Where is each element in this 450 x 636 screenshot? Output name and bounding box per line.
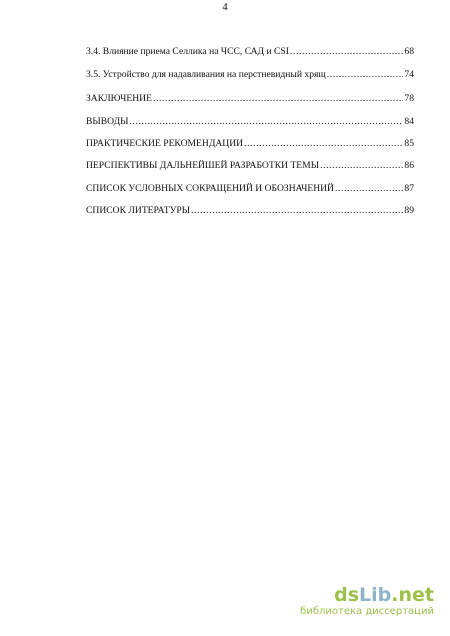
toc-entry-label: ПЕРСПЕКТИВЫ ДАЛЬНЕЙШЕЙ РАЗРАБОТКИ ТЕМЫ <box>86 160 320 171</box>
page-number: 4 <box>222 2 228 13</box>
toc-entry-label: 3.5. Устройство для надавливания на перстневидный хрящ <box>86 69 326 80</box>
toc-leader-dots <box>327 69 404 80</box>
watermark-subtitle: библиотека диссертаций <box>300 606 434 617</box>
toc-leader-dots <box>153 93 403 104</box>
toc-leader-dots <box>191 205 403 216</box>
toc-entry <box>86 160 414 171</box>
toc-leader-dots <box>290 46 403 57</box>
toc-entry-label: ЗАКЛЮЧЕНИЕ <box>86 93 152 104</box>
toc-entry-page: 84 <box>404 116 414 127</box>
toc-entry-page: 68 <box>404 46 414 57</box>
toc-entry-page: 85 <box>404 138 414 149</box>
toc-entry-page: 78 <box>404 93 414 104</box>
toc-entry-page: 74 <box>404 69 414 80</box>
toc-entry <box>86 205 414 216</box>
toc-entry-page: 87 <box>404 183 414 194</box>
toc-entry <box>86 69 414 80</box>
toc-entry-label: ПРАКТИЧЕСКИЕ РЕКОМЕНДАЦИИ <box>86 138 244 149</box>
dslib-logo: dsLib.net <box>334 584 434 606</box>
toc-leader-dots <box>130 116 404 127</box>
toc-entry <box>86 93 414 104</box>
toc-entry-page: 86 <box>404 160 414 171</box>
toc-entry-label: 3.4. Влияние приема Селлика на ЧСС, САД и CSI <box>86 46 289 57</box>
toc-leader-dots <box>335 183 403 194</box>
toc-entry <box>86 183 414 194</box>
toc-entry-page: 89 <box>404 205 414 216</box>
toc-entry <box>86 138 414 149</box>
toc-entry-label: СПИСОК ЛИТЕРАТУРЫ <box>86 205 191 216</box>
toc-leader-dots <box>244 138 403 149</box>
toc-entry-label: СПИСОК УСЛОВНЫХ СОКРАЩЕНИЙ И ОБОЗНАЧЕНИЙ <box>86 183 334 194</box>
toc-entry <box>86 46 414 57</box>
toc-leader-dots <box>320 160 403 171</box>
toc-entry-label: ВЫВОДЫ <box>86 116 129 127</box>
dslib-watermark <box>300 585 434 618</box>
toc-entry <box>86 116 414 127</box>
